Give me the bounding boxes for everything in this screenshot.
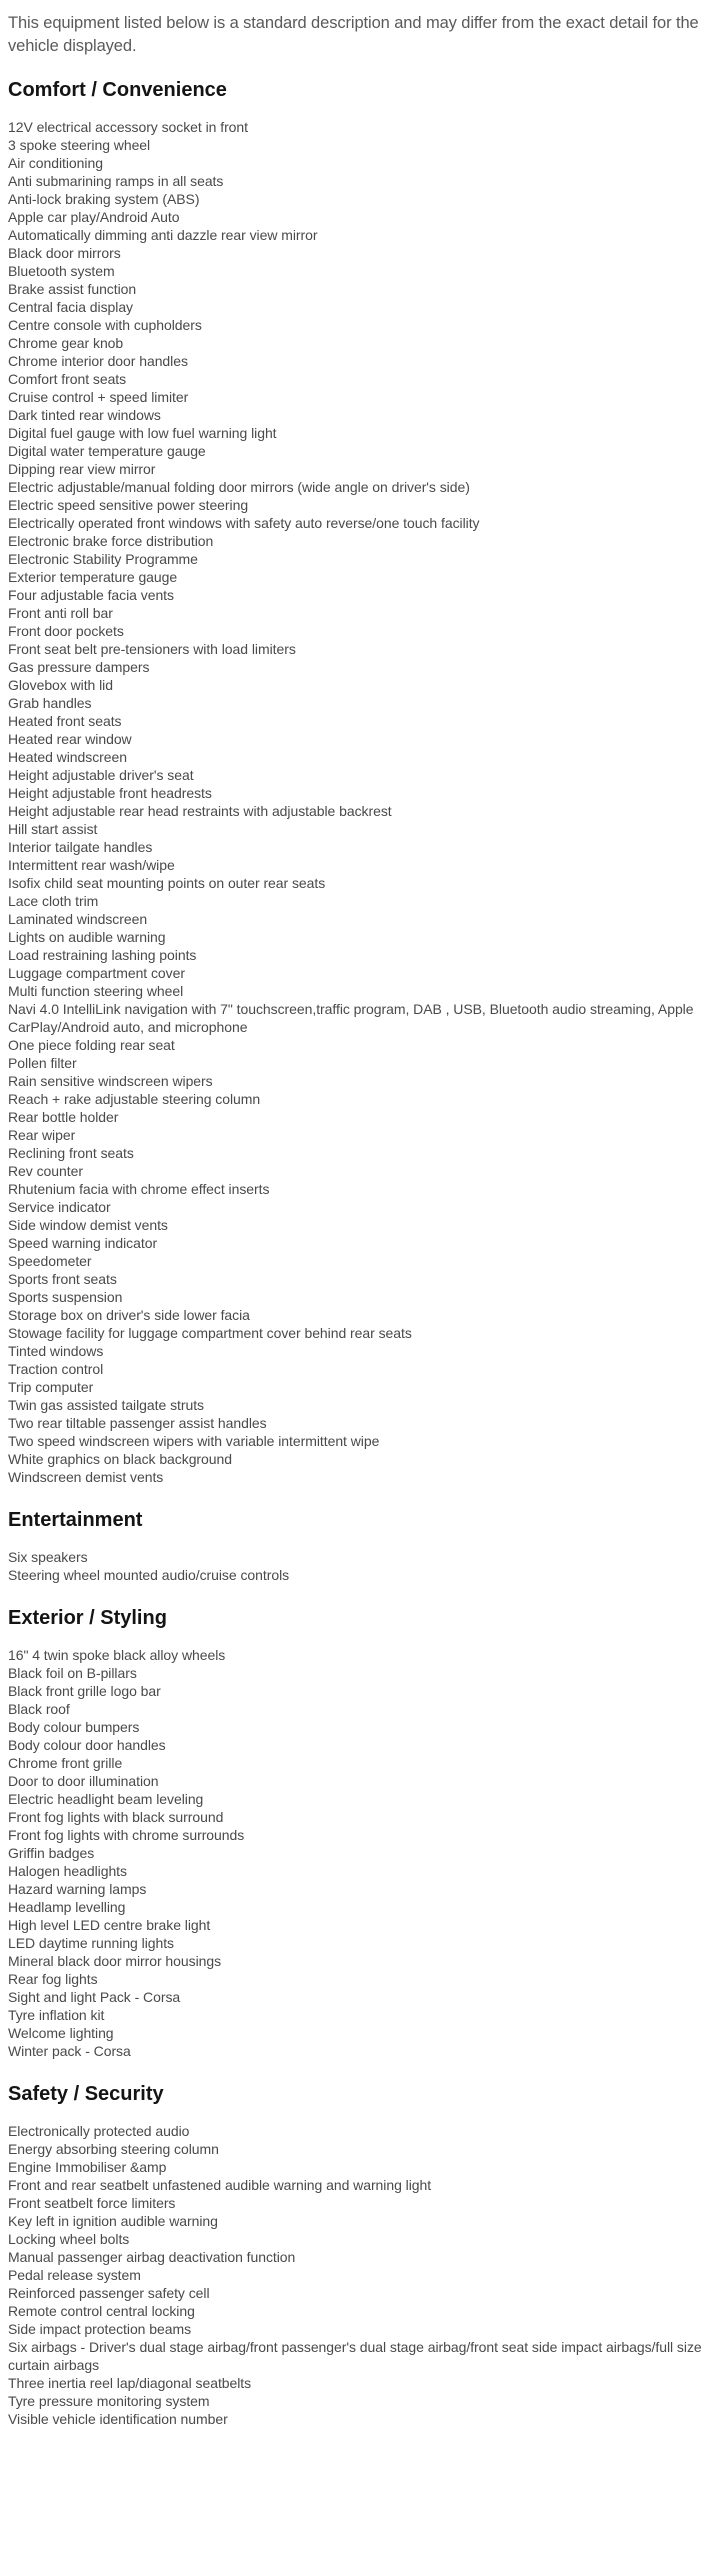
- equipment-item: Stowage facility for luggage compartment cover behind rear seats: [8, 1325, 412, 1341]
- equipment-item: Front anti roll bar: [8, 605, 113, 621]
- equipment-item: Electrically operated front windows with safety auto reverse/one touch facility: [8, 515, 480, 531]
- equipment-item: Energy absorbing steering column: [8, 2141, 219, 2157]
- section-safety-security: [8, 2082, 713, 2428]
- equipment-item: Key left in ignition audible warning: [8, 2213, 218, 2229]
- equipment-item: Grab handles: [8, 695, 92, 711]
- equipment-item: Chrome gear knob: [8, 335, 124, 351]
- equipment-item: Pollen filter: [8, 1055, 77, 1071]
- equipment-item: Mineral black door mirror housings: [8, 1953, 222, 1969]
- equipment-item: Chrome interior door handles: [8, 353, 188, 369]
- equipment-list: [8, 1548, 713, 1584]
- equipment-item: Remote control central locking: [8, 2303, 195, 2319]
- section-comfort-convenience: [8, 78, 713, 1486]
- equipment-item: Digital fuel gauge with low fuel warning light: [8, 425, 277, 441]
- equipment-item: Engine Immobiliser &amp: [8, 2159, 167, 2175]
- equipment-item: Heated windscreen: [8, 749, 127, 765]
- equipment-item: Four adjustable facia vents: [8, 587, 174, 603]
- equipment-item: Tyre inflation kit: [8, 2007, 105, 2023]
- equipment-item: Reclining front seats: [8, 1145, 134, 1161]
- equipment-item: Gas pressure dampers: [8, 659, 150, 675]
- equipment-item: Exterior temperature gauge: [8, 569, 178, 585]
- equipment-item: Front fog lights with chrome surrounds: [8, 1827, 245, 1843]
- equipment-item: Sports suspension: [8, 1289, 123, 1305]
- equipment-item: Electronic brake force distribution: [8, 533, 214, 549]
- equipment-item: Glovebox with lid: [8, 677, 113, 693]
- equipment-item: Automatically dimming anti dazzle rear view mirror: [8, 227, 318, 243]
- equipment-item: Black roof: [8, 1701, 70, 1717]
- equipment-item: Navi 4.0 IntelliLink navigation with 7" touchscreen,traffic program, DAB , USB, Bluetooth audio streaming, Apple CarPlay/Android auto, and microphone: [8, 1001, 694, 1035]
- equipment-item: Lace cloth trim: [8, 893, 99, 909]
- equipment-item: Height adjustable front headrests: [8, 785, 212, 801]
- equipment-item: Pedal release system: [8, 2267, 141, 2283]
- equipment-item: Front and rear seatbelt unfastened audible warning and warning light: [8, 2177, 432, 2193]
- equipment-item: Luggage compartment cover: [8, 965, 185, 981]
- equipment-item: Manual passenger airbag deactivation function: [8, 2249, 296, 2265]
- equipment-item: Reach + rake adjustable steering column: [8, 1091, 261, 1107]
- equipment-item: Griffin badges: [8, 1845, 95, 1861]
- equipment-item: Side window demist vents: [8, 1217, 168, 1233]
- section-exterior-styling: [8, 1606, 713, 2060]
- equipment-item: Trip computer: [8, 1379, 94, 1395]
- page-bottom-spacer: [8, 2450, 713, 2570]
- equipment-item: Front seat belt pre-tensioners with load limiters: [8, 641, 296, 657]
- equipment-item: Six speakers: [8, 1549, 88, 1565]
- equipment-item: Bluetooth system: [8, 263, 115, 279]
- section-title: Exterior / Styling: [8, 1607, 167, 1629]
- equipment-item: Body colour bumpers: [8, 1719, 140, 1735]
- equipment-item: Hazard warning lamps: [8, 1881, 147, 1897]
- equipment-item: Sports front seats: [8, 1271, 117, 1287]
- equipment-item: Brake assist function: [8, 281, 137, 297]
- equipment-item: Rev counter: [8, 1163, 83, 1179]
- equipment-item: High level LED centre brake light: [8, 1917, 211, 1933]
- equipment-item: 3 spoke steering wheel: [8, 137, 151, 153]
- equipment-item: Storage box on driver's side lower facia: [8, 1307, 250, 1323]
- equipment-item: Reinforced passenger safety cell: [8, 2285, 210, 2301]
- section-entertainment: [8, 1508, 713, 1584]
- equipment-item: Door to door illumination: [8, 1773, 159, 1789]
- equipment-item: Speedometer: [8, 1253, 92, 1269]
- equipment-item: Two speed windscreen wipers with variable intermittent wipe: [8, 1433, 380, 1449]
- equipment-item: Electric headlight beam leveling: [8, 1791, 204, 1807]
- equipment-item: Windscreen demist vents: [8, 1469, 164, 1485]
- equipment-item: Central facia display: [8, 299, 134, 315]
- equipment-disclaimer: This equipment listed below is a standard description and may differ from the exact detail for the vehicle displayed.: [8, 14, 699, 55]
- equipment-item: Electric speed sensitive power steering: [8, 497, 249, 513]
- section-title: Safety / Security: [8, 2083, 164, 2105]
- equipment-item: Rear wiper: [8, 1127, 76, 1143]
- equipment-item: LED daytime running lights: [8, 1935, 175, 1951]
- equipment-item: Front door pockets: [8, 623, 124, 639]
- equipment-item: Cruise control + speed limiter: [8, 389, 189, 405]
- equipment-item: White graphics on black background: [8, 1451, 232, 1467]
- equipment-item: Height adjustable driver's seat: [8, 767, 194, 783]
- equipment-item: Headlamp levelling: [8, 1899, 126, 1915]
- equipment-item: Winter pack - Corsa: [8, 2043, 131, 2059]
- equipment-item: Dark tinted rear windows: [8, 407, 161, 423]
- equipment-item: Electronic Stability Programme: [8, 551, 198, 567]
- equipment-item: Height adjustable rear head restraints with adjustable backrest: [8, 803, 392, 819]
- equipment-item: Twin gas assisted tailgate struts: [8, 1397, 204, 1413]
- equipment-item: Sight and light Pack - Corsa: [8, 1989, 181, 2005]
- equipment-item: Isofix child seat mounting points on outer rear seats: [8, 875, 326, 891]
- equipment-item: Black foil on B-pillars: [8, 1665, 137, 1681]
- equipment-item: Chrome front grille: [8, 1755, 123, 1771]
- equipment-item: Speed warning indicator: [8, 1235, 158, 1251]
- equipment-item: Air conditioning: [8, 155, 103, 171]
- equipment-item: 12V electrical accessory socket in front: [8, 119, 248, 135]
- equipment-item: Digital water temperature gauge: [8, 443, 206, 459]
- equipment-item: Dipping rear view mirror: [8, 461, 156, 477]
- equipment-item: Visible vehicle identification number: [8, 2411, 228, 2427]
- equipment-item: Heated rear window: [8, 731, 132, 747]
- equipment-item: Electronically protected audio: [8, 2123, 190, 2139]
- equipment-item: Intermittent rear wash/wipe: [8, 857, 175, 873]
- equipment-item: Steering wheel mounted audio/cruise controls: [8, 1567, 290, 1583]
- equipment-item: Interior tailgate handles: [8, 839, 153, 855]
- equipment-item: Front seatbelt force limiters: [8, 2195, 176, 2211]
- equipment-item: Six airbags - Driver's dual stage airbag/front passenger's dual stage airbag/front seat side impact airbags/full size curtain airbags: [8, 2339, 702, 2373]
- equipment-item: Halogen headlights: [8, 1863, 127, 1879]
- equipment-item: Rain sensitive windscreen wipers: [8, 1073, 213, 1089]
- equipment-item: Electric adjustable/manual folding door mirrors (wide angle on driver's side): [8, 479, 470, 495]
- equipment-item: Rear bottle holder: [8, 1109, 119, 1125]
- equipment-item: Centre console with cupholders: [8, 317, 202, 333]
- equipment-list: [8, 1646, 713, 2060]
- equipment-list: [8, 118, 713, 1486]
- equipment-item: Side impact protection beams: [8, 2321, 192, 2337]
- equipment-item: Hill start assist: [8, 821, 98, 837]
- equipment-item: Apple car play/Android Auto: [8, 209, 180, 225]
- equipment-item: Black door mirrors: [8, 245, 121, 261]
- equipment-item: Rhutenium facia with chrome effect inserts: [8, 1181, 270, 1197]
- equipment-item: Laminated windscreen: [8, 911, 148, 927]
- equipment-item: Rear fog lights: [8, 1971, 98, 1987]
- equipment-item: Load restraining lashing points: [8, 947, 197, 963]
- equipment-item: Heated front seats: [8, 713, 122, 729]
- equipment-item: Traction control: [8, 1361, 104, 1377]
- equipment-item: Multi function steering wheel: [8, 983, 184, 999]
- equipment-item: 16" 4 twin spoke black alloy wheels: [8, 1647, 226, 1663]
- equipment-item: One piece folding rear seat: [8, 1037, 175, 1053]
- equipment-item: Body colour door handles: [8, 1737, 166, 1753]
- equipment-item: Locking wheel bolts: [8, 2231, 130, 2247]
- equipment-item: Lights on audible warning: [8, 929, 166, 945]
- equipment-item: Three inertia reel lap/diagonal seatbelts: [8, 2375, 252, 2391]
- equipment-item: Tinted windows: [8, 1343, 104, 1359]
- equipment-item: Tyre pressure monitoring system: [8, 2393, 210, 2409]
- equipment-item: Two rear tiltable passenger assist handles: [8, 1415, 267, 1431]
- equipment-item: Black front grille logo bar: [8, 1683, 161, 1699]
- equipment-item: Service indicator: [8, 1199, 111, 1215]
- equipment-item: Welcome lighting: [8, 2025, 114, 2041]
- equipment-list: [8, 2122, 713, 2428]
- equipment-item: Anti-lock braking system (ABS): [8, 191, 200, 207]
- section-title: Entertainment: [8, 1509, 143, 1531]
- section-title: Comfort / Convenience: [8, 79, 227, 101]
- equipment-item: Comfort front seats: [8, 371, 127, 387]
- equipment-item: Anti submarining ramps in all seats: [8, 173, 224, 189]
- equipment-item: Front fog lights with black surround: [8, 1809, 224, 1825]
